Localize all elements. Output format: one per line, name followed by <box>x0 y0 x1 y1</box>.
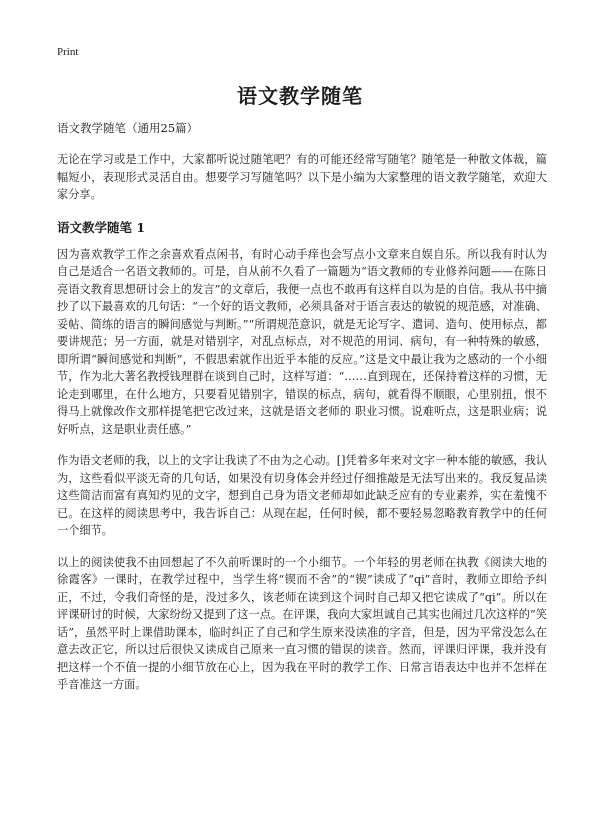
intro-paragraph: 无论在学习或是工作中，大家都听说过随笔吧？有的可能还经常写随笔？随笔是一种散文体裁，篇幅短小，表现形式灵活自由。想要学习写随笔吗？以下是小编为大家整理的语文教学随笔，欢迎大家分享。 <box>57 153 547 201</box>
print-link[interactable]: Print <box>57 46 79 58</box>
page-title: 语文教学随笔 <box>237 84 363 108</box>
body-paragraph: 作为语文老师的我，以上的文字让我读了不由为之心动。[]凭着多年来对文字一种本能的敏感，我认为，这些看似平淡无奇的几句话，如果没有切身体会并经过仔细推敲是无法写出来的。我反复品读这些简洁而富有真知灼见的文字，想到自己身为语文老师却如此缺乏应有的专业素养，实在羞愧不已。在这样的阅读思考中，我告诉自己：从现在起，任何时候，都不要轻易忽略教育教学中的任何一个细节。 <box>57 454 547 537</box>
body-paragraph: 因为喜欢教学工作之余喜欢看点闲书，有时心动手痒也会写点小文章来自娱自乐。所以我有时认为自己是适合一名语文教师的。可是，自从前不久看了一篇题为“语文教师的专业修养问题——在陈日亮语文教育思想研讨会上的发言”的文章后，我便一点也不敢再有这样自以为是的自信。我从书中摘抄了以下最喜欢的几句话：“一个好的语文教师，必须具备对于语言表达的敏锐的规范感，对准确、妥帖、简练的语言的瞬间感觉与判断。”“所谓规范意识，就是无论写字、遣词、造句、使用标点，都要讲规范；另一方面，就是对错别字，对乱点标点，对不规范的用词、病句，有一种特殊的敏感，即所谓“瞬间感觉和判断”，不假思索就作出近乎本能的反应。”这是文中最让我为之感动的一个小细节，作为北大著名教授钱理群在谈到自己时，这样写道：“……直到现在，还保持着这样的习惯，无论走到哪里，在什么地方，只要看见错别字，错误的标点，病句，就看得不顺眼，心里别扭，恨不得马上就像改作文那样提笔把它改过来，这就是语文老师的 职业习惯。说难听点，这是职业病；说好听点，这是职业责任感。” <box>57 247 547 436</box>
section-heading: 语文教学随笔 1 <box>57 219 146 235</box>
article-body <box>57 120 547 708</box>
article-subtitle: 语文教学随笔（通用25篇） <box>57 121 199 135</box>
body-paragraph: 以上的阅读使我不由回想起了不久前听课时的一个小细节。一个年轻的男老师在执教《阅读大地的徐霞客》一课时，在教学过程中，当学生将“锲而不舍”的“锲”读成了“qi”音时，教师立即给予纠正，不过，令我们奇怪的是，没过多久，该老师在读到这个词时自己却又把它读成了“qi”。所以在评课研讨的时候，大家纷纷又提到了这一点。在评课，我向大家坦诚自己其实也闹过几次这样的“笑话”，虽然平时上课借助课本，临时纠正了自己和学生原来没读准的字音，但是，因为平常没怎么在意去改正它，所以过后很快又读成自己原来一直习惯的错误的读音。然而，评课归评课，我并没有把这样一个不值一提的小细节放在心上，因为我在平时的教学工作、日常言语表达中也并不怎样在乎音准这一方面。 <box>57 555 547 691</box>
